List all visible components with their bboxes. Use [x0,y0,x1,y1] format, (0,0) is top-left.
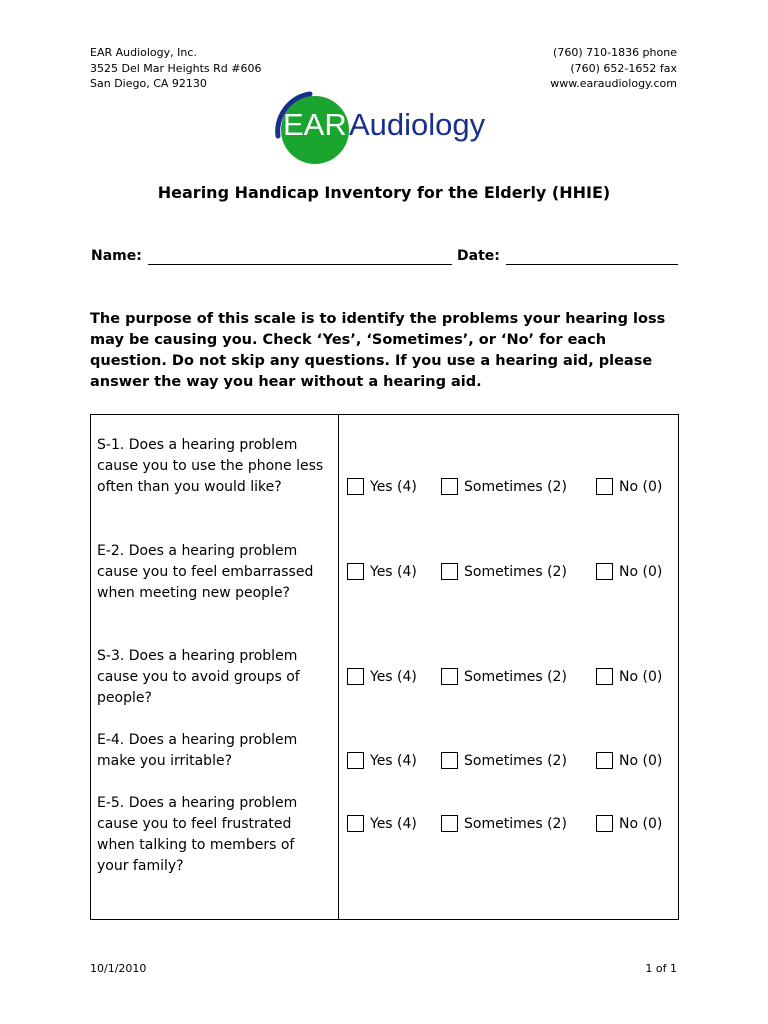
name-date-row [91,246,679,268]
sometimes-checkbox[interactable] [441,563,458,580]
footer-page-number: 1 of 1 [645,962,677,975]
option-yes-label: Yes (4) [370,816,417,832]
option-yes[interactable] [347,562,417,582]
option-no[interactable] [596,751,662,771]
no-checkbox[interactable] [596,478,613,495]
option-sometimes[interactable] [441,814,567,834]
question-table [90,414,679,920]
company-address-line1: 3525 Del Mar Heights Rd #606 [90,61,262,75]
option-sometimes[interactable] [441,477,567,497]
date-field[interactable] [506,264,678,265]
option-no[interactable] [596,814,662,834]
option-sometimes-label: Sometimes (2) [464,816,567,832]
yes-checkbox[interactable] [347,668,364,685]
no-checkbox[interactable] [596,563,613,580]
no-checkbox[interactable] [596,815,613,832]
company-name: EAR Audiology, Inc. [90,46,197,59]
footer-date: 10/1/2010 [90,962,147,975]
option-yes[interactable] [347,667,417,687]
option-no-label: No (0) [619,669,663,685]
logo-text-audiology: Audiology [349,107,486,142]
option-sometimes[interactable] [441,667,567,687]
name-field[interactable] [148,264,452,265]
question-text: S-1. Does a hearing problem cause you to use the phone less often than you would like? [97,437,324,495]
option-yes[interactable] [347,477,417,497]
option-no-label: No (0) [619,816,663,832]
yes-checkbox[interactable] [347,815,364,832]
option-yes-label: Yes (4) [370,564,417,580]
option-sometimes-label: Sometimes (2) [464,669,567,685]
ear-audiology-logo [270,90,505,166]
option-no-label: No (0) [619,753,663,769]
name-label: Name: [91,248,142,264]
yes-checkbox[interactable] [347,563,364,580]
company-address-line2: San Diego, CA 92130 [90,77,207,90]
option-sometimes-label: Sometimes (2) [464,564,567,580]
company-fax: (760) 652-1652 fax [570,61,677,75]
question-text: E-2. Does a hearing problem cause you to feel embarrassed when meeting new people? [97,543,314,601]
company-contact-block [550,45,677,92]
option-no[interactable] [596,562,662,582]
question-text: E-5. Does a hearing problem cause you to feel frustrated when talking to members of your family? [97,795,298,874]
logo-text-ear: EAR [283,107,347,142]
sometimes-checkbox[interactable] [441,478,458,495]
option-yes[interactable] [347,751,417,771]
option-sometimes-label: Sometimes (2) [464,479,567,495]
sometimes-checkbox[interactable] [441,668,458,685]
option-no[interactable] [596,477,662,497]
date-label: Date: [457,248,500,264]
no-checkbox[interactable] [596,668,613,685]
option-sometimes[interactable] [441,562,567,582]
sometimes-checkbox[interactable] [441,815,458,832]
instructions: The purpose of this scale is to identify the problems your hearing loss may be causing you. Check ‘Yes’, ‘Sometimes’, or ‘No’ for each question. Do not skip any questions. If you use a hearing aid, please answer the way you hear without a hearing aid. [90,311,666,390]
company-address-block [90,45,261,92]
option-no-label: No (0) [619,479,663,495]
option-sometimes-label: Sometimes (2) [464,753,567,769]
table-column-divider [338,415,339,919]
question-text: E-4. Does a hearing problem make you irritable? [97,732,298,769]
option-yes-label: Yes (4) [370,753,417,769]
form-title: Hearing Handicap Inventory for the Elderly (HHIE) [157,183,611,202]
yes-checkbox[interactable] [347,478,364,495]
option-sometimes[interactable] [441,751,567,771]
question-text: S-3. Does a hearing problem cause you to avoid groups of people? [97,648,300,706]
option-yes-label: Yes (4) [370,479,417,495]
sometimes-checkbox[interactable] [441,752,458,769]
option-yes-label: Yes (4) [370,669,417,685]
option-no[interactable] [596,667,662,687]
option-no-label: No (0) [619,564,663,580]
no-checkbox[interactable] [596,752,613,769]
company-phone: (760) 710-1836 phone [553,46,677,59]
yes-checkbox[interactable] [347,752,364,769]
option-yes[interactable] [347,814,417,834]
company-website: www.earaudiology.com [550,77,677,90]
